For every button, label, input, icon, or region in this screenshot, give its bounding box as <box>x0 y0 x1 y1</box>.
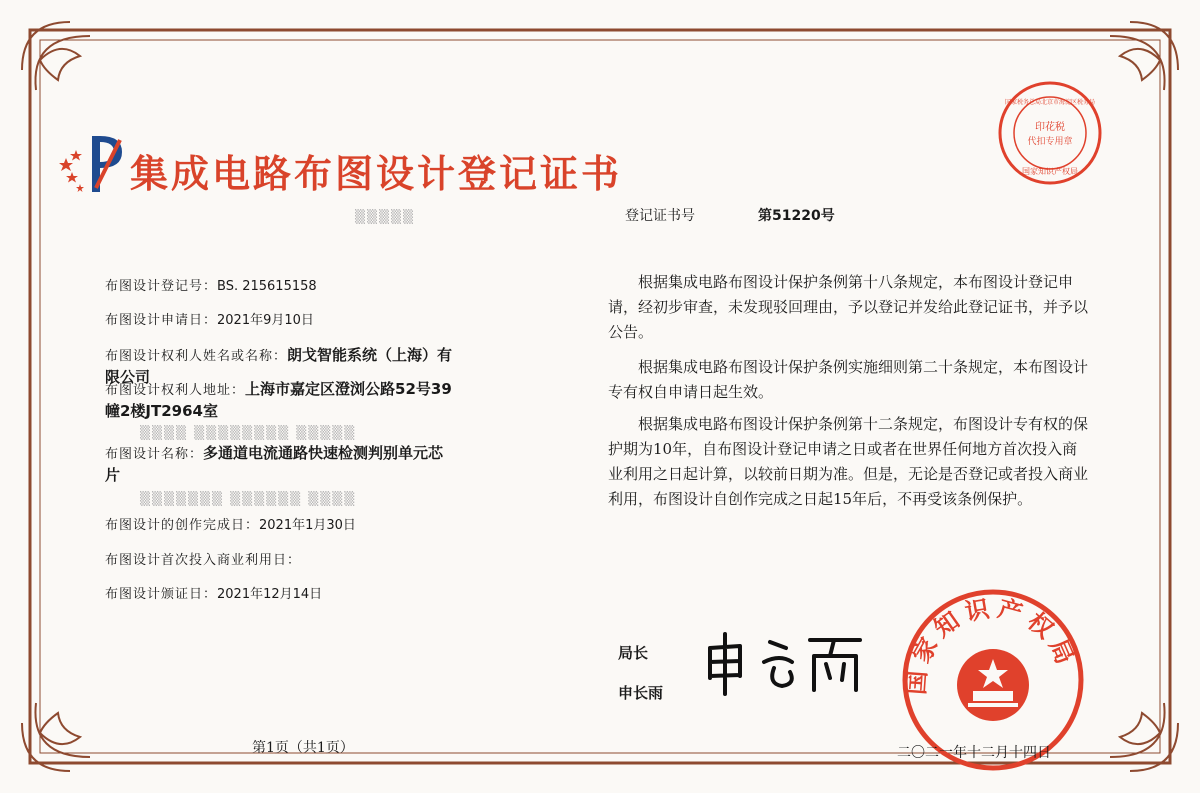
tax-stamp-seal <box>995 78 1105 188</box>
tax-stamp-bottom: 国家知识产权局 <box>1022 167 1078 176</box>
field-label: 布图设计申请日： <box>105 313 218 328</box>
field-value: 2021年12月14日 <box>217 587 323 602</box>
handwritten-signature <box>700 628 870 698</box>
faint-bleed-text: ▒▒▒▒ ▒▒▒▒▒▒▒▒ ▒▒▒▒▒ <box>140 426 357 441</box>
paragraph-registration: 根据集成电路布图设计保护条例第十八条规定，本布图设计登记申请，经初步审查，未发现驳回理由，予以登记并发给此登记证书，并予以公告。 <box>608 273 1089 341</box>
paragraph-effectiveness: 根据集成电路布图设计保护条例实施细则第二十条规定，本布图设计专有权自申请日起生效。 <box>608 358 1089 401</box>
signature-name: 申长雨 <box>618 684 664 702</box>
tax-stamp-outer: 国家税务总局北京市海淀区税务局 <box>1004 99 1096 106</box>
certificate-number-label: 登记证书号 <box>625 208 695 224</box>
national-emblem-icon <box>957 649 1029 721</box>
field-value: 上海市嘉定区澄浏公路52号39幢2楼JT2964室 <box>105 380 452 420</box>
field-creation-date <box>105 516 505 536</box>
certificate-title: 集成电路布图设计登记证书 <box>130 151 623 196</box>
field-label: 布图设计权利人地址： <box>105 383 246 398</box>
field-registration-number <box>105 277 505 297</box>
field-label: 布图设计权利人姓名或名称： <box>105 349 288 364</box>
field-label: 布图设计的创作完成日： <box>105 518 260 533</box>
paragraph-protection-period: 根据集成电路布图设计保护条例第十二条规定，布图设计专有权的保护期为10年，自布图设计登记申请之日或者在世界任何地方首次投入商业利用之日起计算，以较前日期为准。但是，无论是否登记或者投入商业利用，布图设计自创作完成之日起15年后，不再受该条例保护。 <box>608 415 1089 508</box>
page-number: 第1页（共1页） <box>252 740 354 756</box>
tax-stamp-inner-1: 印花税 <box>1035 122 1065 133</box>
field-value: 多通道电流通路快速检测判别单元芯片 <box>105 444 444 484</box>
signature-title: 局长 <box>618 644 649 662</box>
field-value: BS. 215615158 <box>217 279 317 294</box>
field-label: 布图设计登记号： <box>105 279 218 294</box>
tax-stamp-inner-2: 代扣专用章 <box>1027 137 1073 147</box>
certificate-number: 第51220号 <box>758 208 835 224</box>
faint-bleed-text: ▒▒▒▒▒▒▒ ▒▒▒▒▒▒ ▒▒▒▒ <box>140 492 357 507</box>
issue-date: 二〇二一年十二月十四日 <box>897 745 1051 761</box>
field-application-date <box>105 311 505 331</box>
seal-text: 国家知识产权局 <box>902 593 1082 696</box>
field-issue-date <box>105 585 505 605</box>
field-design-name <box>105 443 455 487</box>
field-value: 2021年9月10日 <box>217 313 314 328</box>
faint-bleed-text: ▒▒▒▒▒ <box>355 210 415 225</box>
field-value: 朗戈智能系统（上海）有限公司 <box>105 346 453 386</box>
field-first-commercial-use-date <box>105 551 505 571</box>
field-value: 2021年1月30日 <box>259 518 356 533</box>
field-label: 布图设计颁证日： <box>105 587 218 602</box>
field-owner-address <box>105 379 465 423</box>
field-label: 布图设计名称： <box>105 447 204 462</box>
field-label: 布图设计首次投入商业利用日： <box>105 553 302 568</box>
ip-logo-icon <box>56 128 126 198</box>
